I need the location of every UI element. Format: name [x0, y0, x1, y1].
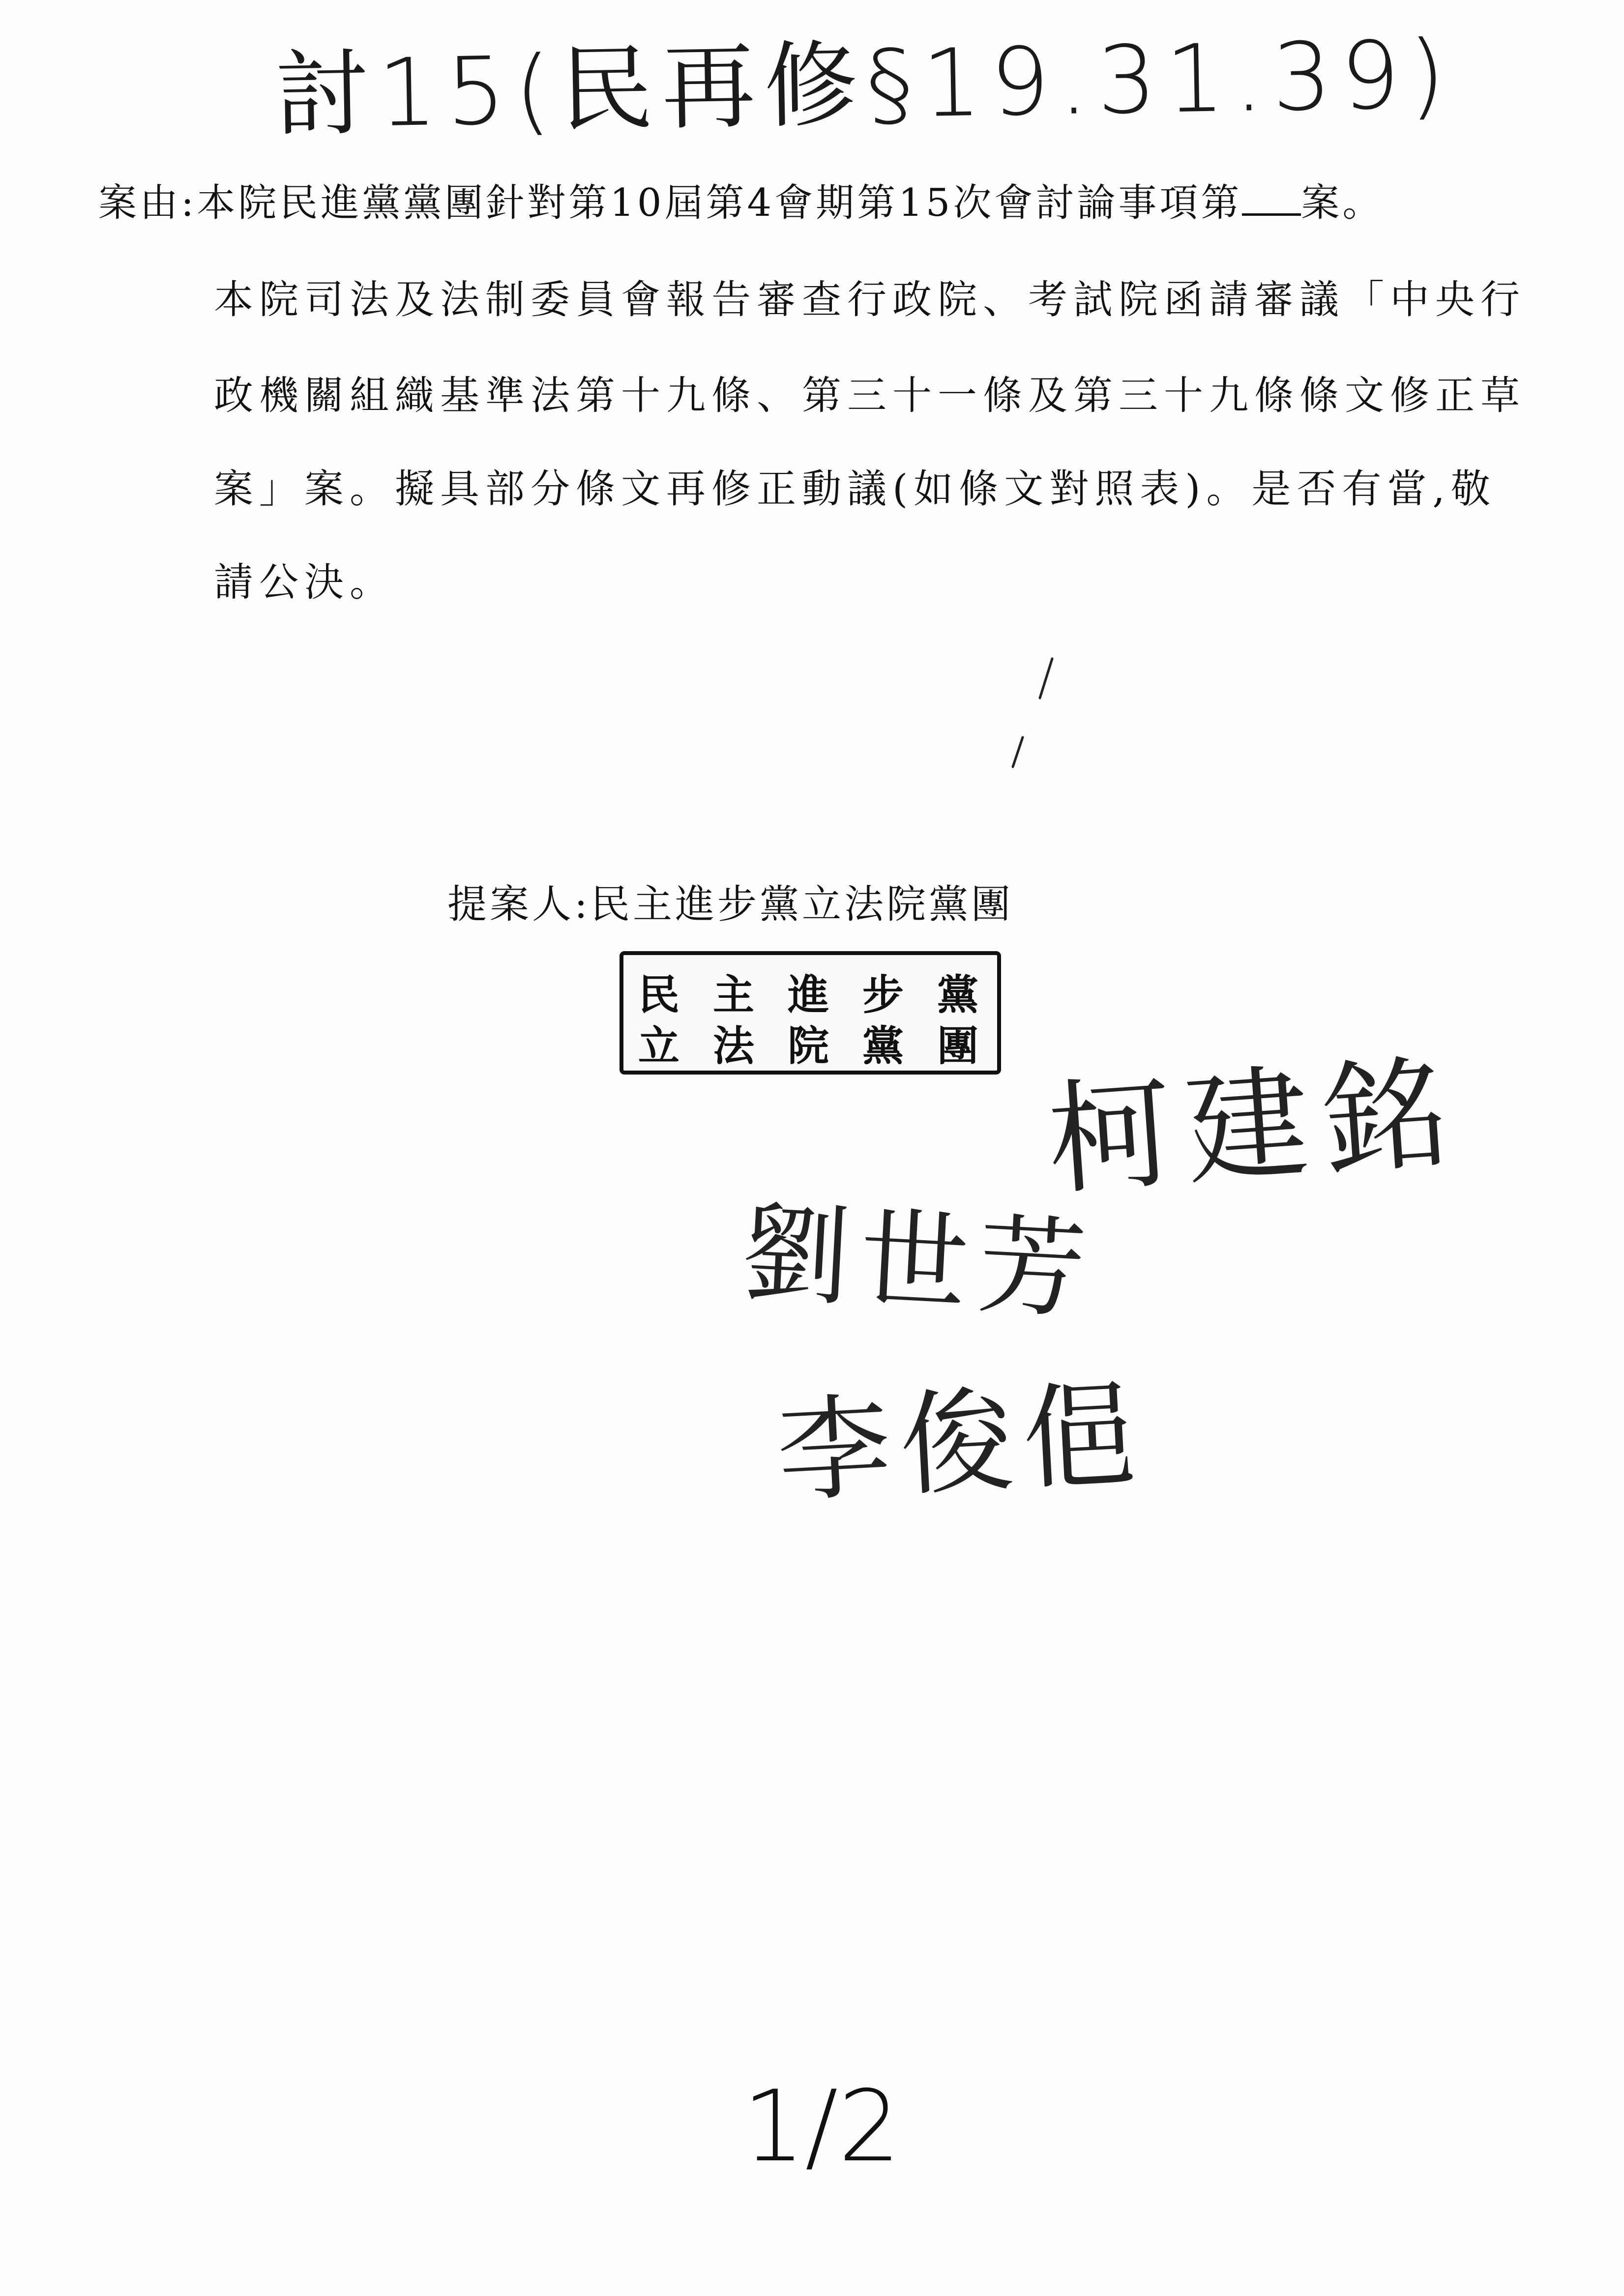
stamp-row-2: 立法院黨團 [638, 1021, 1012, 1070]
stamp-row-1: 民主進步黨 [638, 970, 1012, 1019]
handwritten-header-note: 討15(民再修§19.31.39) [274, 20, 1455, 149]
signature-2: 劉世芳 [738, 1190, 1099, 1334]
proposer-line: 提案人:民主進步黨立法院黨團 [447, 881, 1013, 927]
case-body-line-1: 本院司法及法制委員會報告審查行政院、考試院函請審議「中央行 [214, 277, 1526, 322]
case-body-line-4: 請公決。 [214, 559, 395, 605]
case-subject-line [98, 172, 1384, 227]
signature-3: 李俊俋 [774, 1368, 1150, 1519]
case-body-line-3: 案」案。擬具部分條文再修正動議(如條文對照表)。是否有當,敬 [214, 466, 1496, 512]
case-body-line-2: 政機關組織基準法第十九條、第三十一條及第三十九條條文修正草 [214, 373, 1526, 418]
party-caucus-stamp [620, 951, 1012, 1075]
case-number-blank [1242, 179, 1301, 216]
case-subject-text: 案由:本院民進黨黨團針對第10屆第4會期第15次會討論事項第 [98, 181, 1242, 225]
case-subject-suffix: 案。 [1301, 181, 1384, 225]
pen-mark [993, 654, 1062, 772]
signature-1: 柯建銘 [1043, 1041, 1466, 1212]
handwritten-page-marker: 1/2 [742, 2069, 901, 2184]
